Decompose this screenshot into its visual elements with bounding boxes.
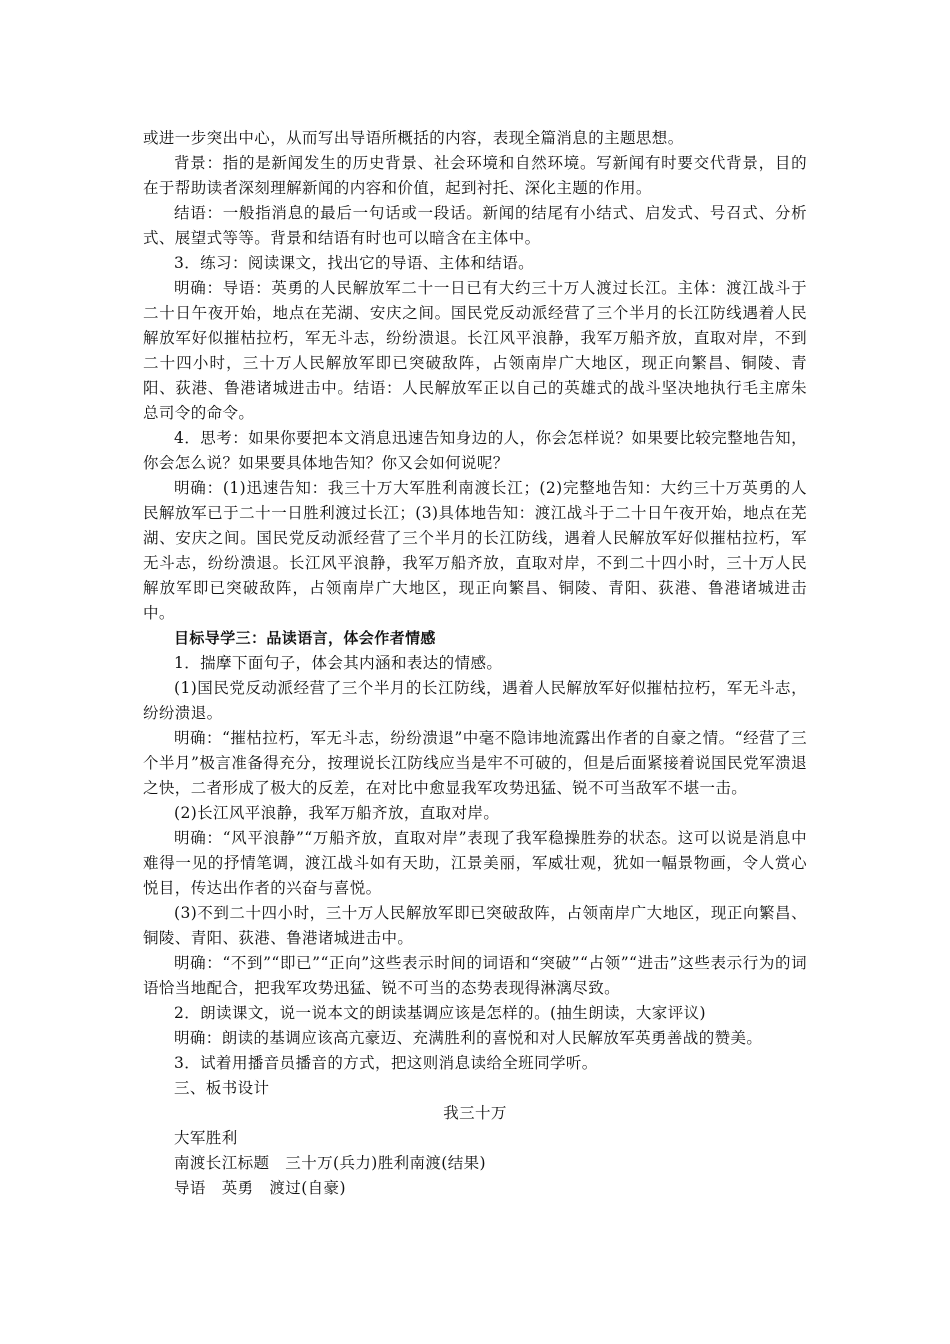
paragraph: (2)长江风平浪静，我军万船齐放，直取对岸。 (174, 804, 500, 822)
paragraph: 明确：朗读的基调应该高亢豪迈、充满胜利的喜悦和对人民解放军英勇善战的赞美。 (174, 1029, 763, 1047)
paragraph: 4．思考：如果你要把本文消息迅速告知身边的人，你会怎样说？如果要比较完整地告知，你会怎么说？如果要具体地告知？你又会如何说呢？ (143, 429, 807, 472)
paragraph: 3．练习：阅读课文，找出它的导语、主体和结语。 (174, 254, 535, 272)
paragraph: 明确：“摧枯拉朽，军无斗志，纷纷溃退”中毫不隐讳地流露出作者的自豪之情。“经营了三个半月”极言准备得充分，按理说长江防线应当是牢不可破的，但是后面紧接着说国民党军溃退之快，二者形成了极大的反差，在对比中愈显我军攻势迅猛、锐不可当敌军不堪一击。 (143, 729, 807, 797)
document-body (143, 126, 807, 1201)
paragraph: 3．试着用播音员播音的方式，把这则消息读给全班同学听。 (174, 1054, 598, 1072)
board-line: 大军胜利 (174, 1129, 238, 1147)
paragraph: (1)国民党反动派经营了三个半月的长江防线，遇着人民解放军好似摧枯拉朽，军无斗志，纷纷溃退。 (143, 679, 807, 722)
paragraph: 结语：一般指消息的最后一句话或一段话。新闻的结尾有小结式、启发式、号召式、分析式、展望式等等。背景和结语有时也可以暗含在主体中。 (143, 204, 807, 247)
paragraph: 1．揣摩下面句子，体会其内涵和表达的情感。 (174, 654, 503, 672)
board-title: 我三十万 (443, 1104, 507, 1122)
paragraph: (3)不到二十四小时，三十万人民解放军即已突破敌阵，占领南岸广大地区，现正向繁昌、铜陵、青阳、荻港、鲁港诸城进击中。 (143, 904, 807, 947)
board-line: 导语 英勇 渡过(自豪) (174, 1179, 346, 1197)
paragraph: 明确：“风平浪静”“万船齐放，直取对岸”表现了我军稳操胜券的状态。这可以说是消息中难得一见的抒情笔调，渡江战斗如有天助，江景美丽，军威壮观，犹如一幅景物画，令人赏心悦目，传达出作者的兴奋与喜悦。 (143, 829, 807, 897)
paragraph: 明确：“不到”“即已”“正向”这些表示时间的词语和“突破”“占领”“进击”这些表示行为的词语恰当地配合，把我军攻势迅猛、锐不可当的态势表现得淋漓尽致。 (143, 954, 807, 997)
board-line: 南渡长江标题 三十万(兵力)胜利南渡(结果) (174, 1154, 486, 1172)
paragraph: 明确：导语：英勇的人民解放军二十一日已有大约三十万人渡过长江。主体：渡江战斗于二十日午夜开始，地点在芜湖、安庆之间。国民党反动派经营了三个半月的长江防线遇着人民解放军好似摧枯拉朽，军无斗志，纷纷溃退。长江风平浪静，我军万船齐放，直取对岸，不到二十四小时，三十万人民解放军即已突破敌阵，占领南岸广大地区，现正向繁昌、铜陵、青阳、荻港、鲁港诸城进击中。结语：人民解放军正以自己的英雄式的战斗坚决地执行毛主席朱总司令的命令。 (143, 279, 807, 422)
paragraph: 背景：指的是新闻发生的历史背景、社会环境和自然环境。写新闻有时要交代背景，目的在于帮助读者深刻理解新闻的内容和价值，起到衬托、深化主题的作用。 (143, 154, 807, 197)
paragraph: 明确：(1)迅速告知：我三十万大军胜利南渡长江；(2)完整地告知：大约三十万英勇的人民解放军已于二十一日胜利渡过长江；(3)具体地告知：渡江战斗于二十日午夜开始，地点在芜湖、安庆之间。国民党反动派经营了三个半月的长江防线，遇着人民解放军好似摧枯拉朽，军无斗志，纷纷溃退。长江风平浪静，我军万船齐放，直取对岸，不到二十四小时，三十万人民解放军即已突破敌阵，占领南岸广大地区，现正向繁昌、铜陵、青阳、荻港、鲁港诸城进击中。 (143, 479, 807, 622)
section-heading: 目标导学三：品读语言，体会作者情感 (174, 629, 436, 647)
paragraph: 2．朗读课文，说一说本文的朗读基调应该是怎样的。(抽生朗读，大家评议) (174, 1004, 706, 1022)
paragraph: 或进一步突出中心，从而写出导语所概括的内容，表现全篇消息的主题思想。 (143, 129, 684, 147)
section-heading-board: 三、板书设计 (174, 1079, 270, 1097)
